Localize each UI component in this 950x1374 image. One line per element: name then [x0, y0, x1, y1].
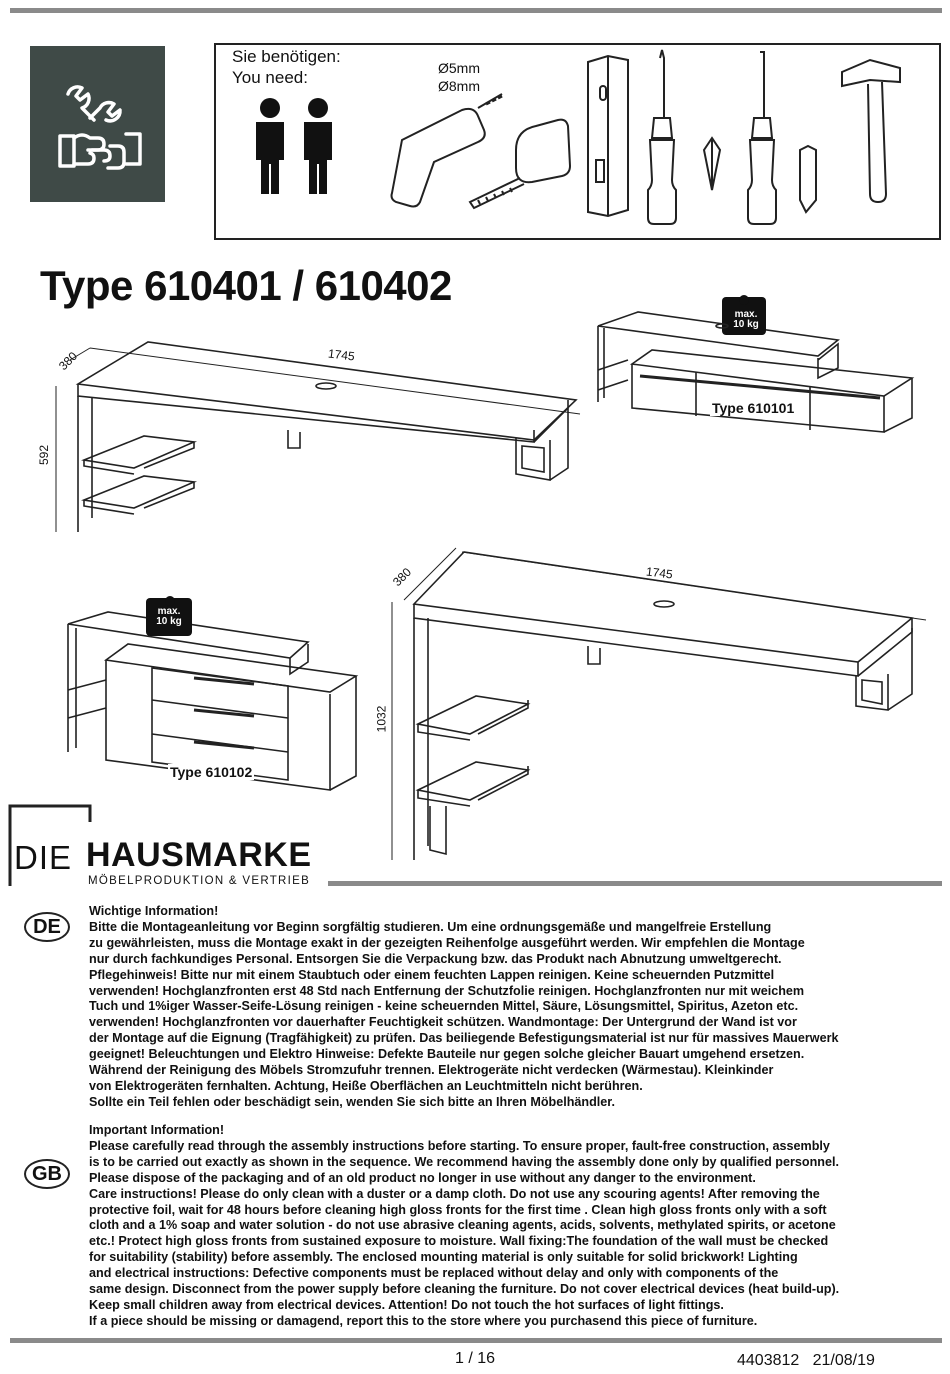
- info-de-line: Pflegehinweis! Bitte nur mit einem Staubtuch oder einem feuchten Lappen reinigen. Keine scheuernden Putzmittel: [89, 967, 775, 982]
- info-gb-line: cloth and a 1% soap and water solution - do not use abrasive cleaning agents, acids, solvents, methylated spirits, or acetone: [89, 1218, 836, 1233]
- info-gb-line: Please carefully read through the assembly instructions before starting. To ensure proper, fault-free construction, assembly: [89, 1138, 830, 1153]
- info-de-line: der Montage auf die Eignung (Tragfähigkeit) zu prüfen. Das beiliegende Befestigungsmaterial ist nur für massives Mauerwerk: [89, 1031, 839, 1046]
- info-de-line: Bitte die Montageanleitung vor Beginn sorgfältig studieren. Um eine ordnungsgemäße und mangelfreie Erstellung: [89, 919, 772, 934]
- info-gb: [89, 1123, 839, 1330]
- dim-tall-height: 1032: [374, 705, 389, 733]
- max-word: max.: [157, 606, 181, 617]
- info-de-line: zu gewährleisten, muss die Montage exakt in der gezeigten Reihenfolge ausgeführt werden. Wir empfehlen die Montage: [89, 935, 805, 950]
- info-gb-line: protective foil, wait for 48 hours before cleaning high gloss fronts for the first time . Clean high gloss fronts only with a soft: [89, 1202, 827, 1217]
- info-gb-line: Please dispose of the packaging and of an old product no longer in use without any danger to the environment.: [89, 1170, 756, 1185]
- info-de-line: verwenden! Hochglanzfronten erst 48 Std nach Entfernung der Schutzfolie reinigen. Hochglanzfronten nur mit weichem: [89, 983, 805, 998]
- need-label-de: Sie benötigen:: [232, 47, 341, 66]
- variant-label-610102: Type 610102: [170, 764, 253, 780]
- page-number: 1 / 16: [455, 1350, 496, 1367]
- info-gb-heading: Important Information!: [89, 1123, 225, 1137]
- dim-desk-width: 1745: [327, 346, 356, 364]
- info-de-line: nur durch fachkundiges Personal. Entsorgen Sie die Verpackung bzw. das Produkt nach Abnutzung umweltgerecht.: [89, 951, 782, 966]
- info-de-line: Tuch und 1%iger Wasser-Seife-Lösung reinigen - keine scheuernden Mittel, Säure, Lösungsmittel, Spiritus, Azeton etc.: [89, 999, 799, 1014]
- dim-tall-width: 1745: [645, 564, 674, 582]
- page-title: Type 610401 / 610402: [40, 262, 452, 309]
- drill-bit-small: Ø5mm: [438, 60, 480, 76]
- dim-desk-height: 592: [37, 444, 52, 466]
- drill-bit-large: Ø8mm: [438, 78, 480, 94]
- info-gb-line: If a piece should be missing or damagend, report this to the store where you purchasend this piece of furniture.: [89, 1313, 758, 1328]
- info-gb-line: etc.! Protect high gloss fronts from sustained exposure to moisture. Wall fixing:The foundation of the wall must be checked: [89, 1234, 829, 1249]
- lang-badge-gb: GB: [24, 1159, 70, 1189]
- info-de-line: Während der Reinigung des Möbels Stromzufuhr trennen. Elektrogeräte nicht verdecken (Wärmestau). Kleinkinder: [89, 1063, 774, 1078]
- info-gb-line: for suitability (stability) before assembly. The enclosed mounting material is only suitable for solid brickwork! Lighting: [89, 1250, 798, 1265]
- info-gb-line: same design. Disconnect from the power supply before cleaning the furniture. Do not cover electrical devices (heat build-up).: [89, 1282, 840, 1297]
- brand-die: DIE: [14, 839, 73, 876]
- info-de-heading: Wichtige Information!: [89, 904, 219, 918]
- info-de-line: von Elektrogeräten fernhalten. Achtung, Heiße Oberflächen an Leuchtmitteln nicht berühren.: [89, 1078, 643, 1093]
- info-gb-line: is to be carried out exactly as shown in the sequence. We recommend having the assembly done only by qualified personnel.: [89, 1154, 839, 1169]
- document-code: 4403812 21/08/19: [737, 1352, 875, 1369]
- brand-tagline: MÖBELPRODUKTION & VERTRIEB: [88, 875, 311, 887]
- dim-tall-depth: 380: [389, 564, 415, 590]
- max-weight: 10 kg: [156, 616, 182, 627]
- info-de-line: geeignet! Beleuchtungen und Elektro Hinweise: Defekte Bauteile nur gegen solche gleicher Bauart umgehend ersetzen.: [89, 1047, 805, 1062]
- info-de-line: verwenden! Hochglanzfronten vor dauerhafter Feuchtigkeit schützen. Wandmontage: Der Untergrund der Wand ist vor: [89, 1015, 797, 1030]
- lang-badge-de: DE: [24, 912, 70, 942]
- info-gb-line: and electrical instructions: Defective components must be replaced without delay and only with components of the: [89, 1266, 779, 1281]
- info-gb-line: Keep small children away from electrical devices. Attention! Do not touch the hot surfaces of light fittings.: [89, 1297, 724, 1312]
- need-label-en: You need:: [232, 68, 308, 87]
- info-de: [89, 904, 838, 1111]
- variant-label-610101: Type 610101: [712, 400, 795, 416]
- brand-hausmarke: HAUSMARKE: [86, 836, 312, 874]
- dim-desk-depth: 380: [55, 348, 81, 374]
- info-gb-line: Care instructions! Please do only clean with a duster or a damp cloth. Do not use any scouring agents! After removing the: [89, 1186, 820, 1201]
- max-word: max.: [734, 309, 758, 320]
- max-weight: 10 kg: [733, 319, 759, 330]
- info-de-line: Sollte ein Teil fehlen oder beschädigt sein, wenden Sie sich bitte an Ihren Möbelhändler.: [89, 1094, 616, 1109]
